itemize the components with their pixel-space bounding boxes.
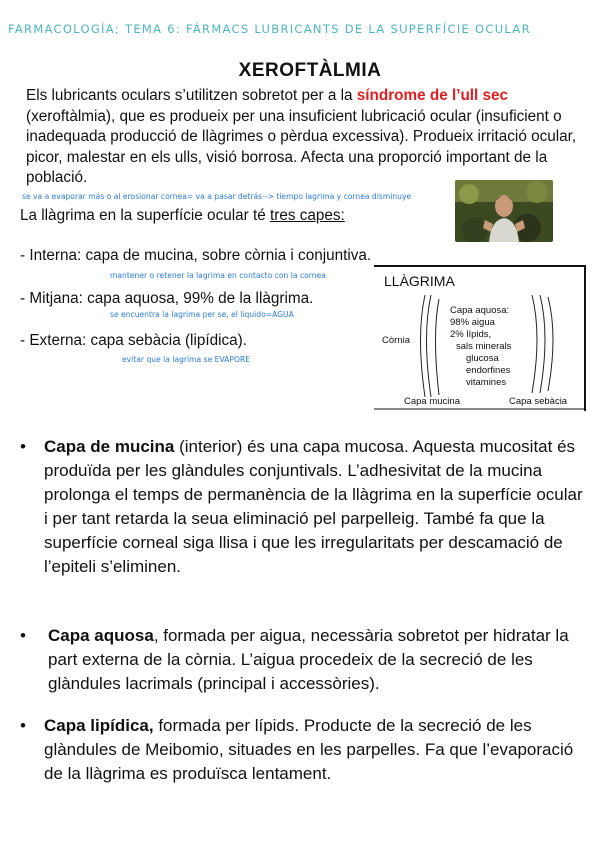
bullet-lipid-body: formada per lípids. Producte de la secreció de les glàndules de Meibomio, situades en les parpelles. Fa que l’evaporació de la llàgrima es produïsca lentament.: [44, 716, 574, 783]
note-lipid: evitar que la lagrima se EVAPORE: [122, 355, 250, 364]
note-aqueous: se encuentra la lagrima per se, el liquido=AGUA: [110, 310, 294, 319]
intro-text-1: Els lubricants oculars s’utilitzen sobretot per a la: [26, 87, 357, 104]
diagram-aqueous-list: [450, 305, 530, 389]
layers-intro-text: La llàgrima en la superfície ocular té: [20, 207, 270, 224]
bullet-aqueous-title: Capa aquosa: [48, 626, 154, 645]
aqueous-line: 98% aigua: [450, 317, 495, 328]
bullet-symbol: •: [20, 626, 26, 645]
bullet-mucin: [20, 435, 583, 595]
page-title: XEROFTÀLMIA: [238, 60, 382, 81]
intro-paragraph: [26, 86, 581, 189]
tear-diagram: [374, 265, 586, 411]
diagram-cornea-label: Còrnia: [382, 335, 410, 346]
bullet-lipid: [20, 714, 580, 794]
bullet-aqueous-body: , formada per aigua, necessària sobretot per hidratar la part externa de la còrnia. L’aigua procedeix de la secreció de les glàndules lacrimals (principal i accessòries).: [48, 626, 569, 693]
bullet-symbol: •: [20, 716, 26, 735]
layer-middle: - Mitjana: capa aquosa, 99% de la llàgrima.: [20, 290, 314, 307]
layer-internal: - Interna: capa de mucina, sobre còrnia i conjuntiva.: [20, 247, 372, 264]
diagram-mucin-label: Capa mucina: [404, 396, 460, 407]
diagram-title: LLÀGRIMA: [384, 273, 455, 289]
bullet-mucin-text: [44, 435, 584, 579]
aqueous-line: glucosa: [466, 353, 499, 364]
aqueous-line: sals minerals: [456, 341, 512, 352]
photo: [455, 180, 553, 242]
bullet-aqueous-text: [48, 624, 588, 696]
bullet-symbol: •: [20, 437, 26, 456]
layers-intro-underlined: tres capes:: [269, 207, 345, 224]
aqueous-line: endorfines: [466, 365, 511, 376]
note-mucin: mantener o retener la lagrima en contacto con la cornea: [110, 271, 326, 280]
diagram-sebaceous-label: Capa sebàcia: [509, 396, 568, 407]
bullet-lipid-title: Capa lipídica,: [44, 716, 154, 735]
bullet-aqueous: [20, 624, 580, 704]
aqueous-line: Capa aquosa:: [450, 305, 510, 316]
aqueous-line: vitamines: [466, 377, 507, 388]
layers-intro: [20, 207, 345, 225]
page-header: FARMACOLOGÍA; TEMA 6: FÀRMACS LUBRICANTS DE LA SUPERFÍCIE OCULAR: [8, 22, 531, 36]
bullet-mucin-title: Capa de mucina: [44, 437, 175, 456]
intro-highlight: síndrome de l’ull sec: [356, 87, 509, 104]
photo-image: [455, 180, 553, 242]
bullet-mucin-body: (interior) és una capa mucosa. Aquesta mucositat és produïda per les glàndules conjuntivals. L’adhesivitat de la mucina prolonga el temps de permanència de la llàgrima en la superfície ocular i per tant retarda la seua eliminació pel parpelleig. També fa que la superfície corneal siga llisa i que les irregularitats per descamació de l’epiteli s’eliminen.: [44, 437, 583, 576]
layer-external: - Externa: capa sebàcia (lipídica).: [20, 332, 248, 349]
aqueous-line: 2% lípids,: [450, 329, 492, 340]
note-evaporation: se va a evaporar más o al erosionar cornea= va a pasar detrás--> tiempo lagrima y cornea disminuye: [22, 192, 412, 201]
bullet-lipid-text: [44, 714, 584, 786]
intro-text-2: (xeroftàlmia), que es produeix per una insuficient lubricació ocular (insuficient o inadequada producció de llàgrimes o pèrdua excessiva). Produeix irritació ocular, picor, malestar en els ulls, visió borrosa. Afecta una proporció important de la població.: [26, 107, 577, 186]
